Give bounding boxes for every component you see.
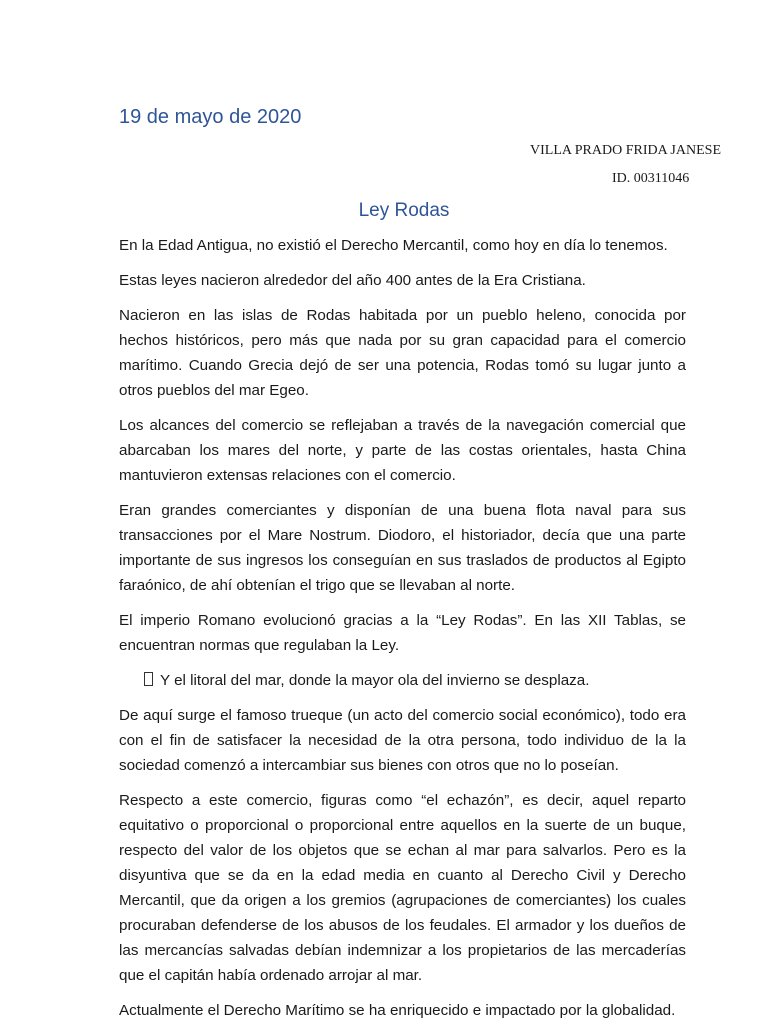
- author-name: VILLA PRADO FRIDA JANESE: [530, 143, 721, 158]
- document-date: 19 de mayo de 2020: [119, 106, 302, 128]
- bullet-text: Y el litoral del mar, donde la mayor ola del invierno se desplaza.: [160, 672, 590, 689]
- document-title: Ley Rodas: [358, 200, 450, 221]
- paragraph: Los alcances del comercio se reflejaban a través de la navegación comercial que abarcaban los mares del norte, y parte de las costas orientales, hasta China mantuvieron extensas relaciones con el comercio.: [119, 417, 686, 484]
- document-body: [119, 233, 686, 1033]
- paragraph: Estas leyes nacieron alrededor del año 400 antes de la Era Cristiana.: [119, 272, 586, 289]
- paragraph: Actualmente el Derecho Marítimo se ha enriquecido e impactado por la globalidad.: [119, 1002, 676, 1019]
- paragraph: De aquí surge el famoso trueque (un acto del comercio social económico), todo era con el fin de satisfacer la necesidad de la otra persona, todo individuo de la la sociedad comenzó a intercambiar sus bienes con otros que no lo poseían.: [119, 707, 686, 774]
- paragraph: Eran grandes comerciantes y disponían de una buena flota naval para sus transacciones por el Mare Nostrum. Diodoro, el historiador, decía que una parte importante de sus ingresos los conseguían en sus traslados de productos al Egipto faraónico, de ahí obtenían el trigo que se llevaban al norte.: [119, 502, 686, 594]
- paragraph: En la Edad Antigua, no existió el Derecho Mercantil, como hoy en día lo tenemos.: [119, 237, 668, 254]
- paragraph: El imperio Romano evolucionó gracias a la “Ley Rodas”. En las XII Tablas, se encuentran normas que regulaban la Ley.: [119, 612, 686, 654]
- bullet-item: [144, 668, 686, 693]
- paragraph: Nacieron en las islas de Rodas habitada por un pueblo heleno, conocida por hechos históricos, pero más que nada por su gran capacidad para el comercio marítimo. Cuando Grecia dejó de ser una potencia, Rodas tomó su lugar junto a otros pueblos del mar Egeo.: [119, 307, 686, 399]
- student-id: ID. 00311046: [612, 171, 690, 186]
- paragraph: Respecto a este comercio, figuras como “el echazón”, es decir, aquel reparto equitativo o proporcional o proporcional entre aquellos en la suerte de un buque, respecto del valor de los objetos que se echan al mar para salvarlos. Pero es la disyuntiva que se da en la edad media en cuanto al Derecho Civil y Derecho Mercantil, que da origen a los gremios (agrupaciones de comerciantes) los cuales procuraban defenderse de los abusos de los feudales. El armador y los dueños de las mercancías salvadas debían indemnizar a los propietarios de las mercaderías que el capitán había ordenado arrojar al mar.: [119, 792, 686, 984]
- bullet-box-icon: [144, 672, 153, 686]
